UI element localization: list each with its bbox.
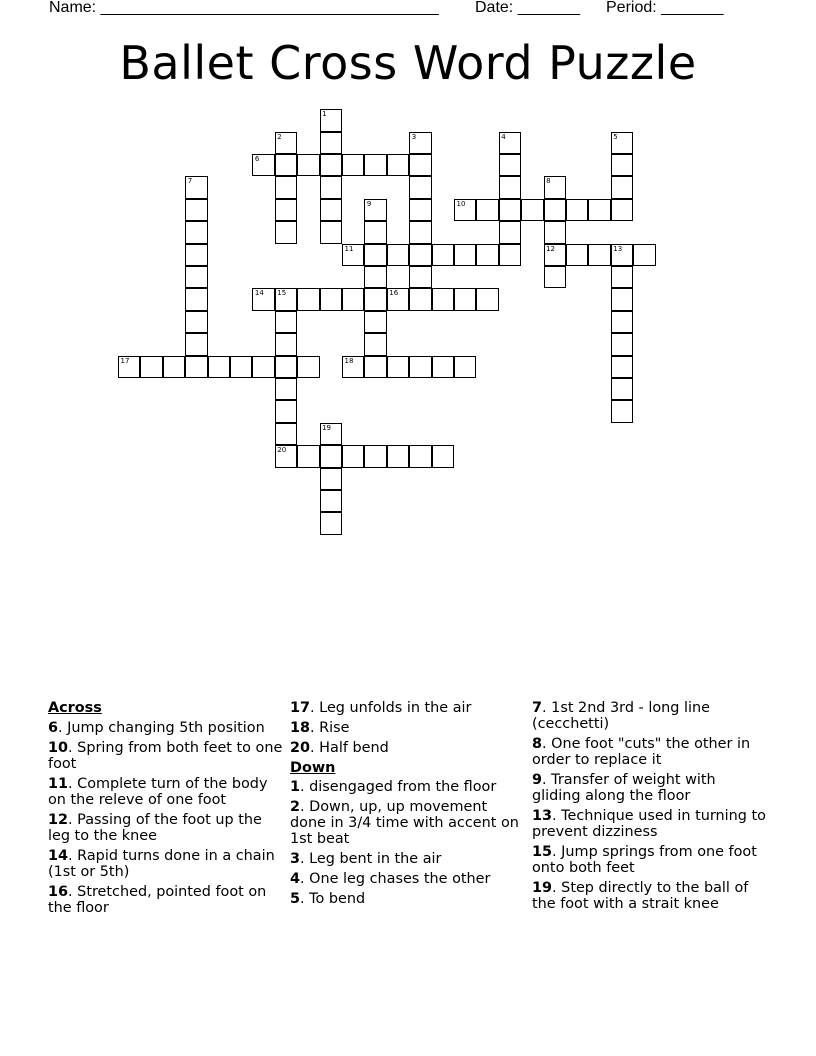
- crossword-cell[interactable]: [320, 132, 342, 154]
- crossword-cell[interactable]: [611, 132, 633, 154]
- crossword-cell[interactable]: [364, 445, 386, 467]
- clues-column-2: [290, 700, 526, 911]
- clue-num: 12: [48, 812, 69, 828]
- crossword-cell[interactable]: [275, 423, 297, 445]
- clue-text: . Spring from both feet to one foot: [48, 740, 283, 772]
- crossword-cell[interactable]: [185, 311, 207, 333]
- crossword-cell[interactable]: [163, 356, 185, 378]
- down-heading: Down: [290, 760, 336, 776]
- across-clue: [48, 740, 284, 772]
- clue-num: 13: [532, 808, 553, 824]
- clues-section: [0, 700, 816, 1000]
- crossword-cell[interactable]: [499, 132, 521, 154]
- crossword-cell[interactable]: [611, 400, 633, 422]
- crossword-cell[interactable]: [409, 445, 431, 467]
- crossword-cell[interactable]: [320, 109, 342, 131]
- clue-num: 10: [48, 740, 69, 756]
- clue-text: . Down, up, up movement done in 3/4 time with accent on 1st beat: [290, 799, 519, 847]
- clue-text: . One foot "cuts" the other in order to replace it: [532, 736, 751, 768]
- crossword-cell[interactable]: [454, 199, 476, 221]
- down-clue: [290, 779, 526, 795]
- clue-num: 2: [290, 799, 301, 815]
- crossword-cell[interactable]: [476, 288, 498, 310]
- crossword-cell[interactable]: [275, 176, 297, 198]
- crossword-cell[interactable]: [275, 154, 297, 176]
- crossword-cell[interactable]: [364, 288, 386, 310]
- crossword-cell[interactable]: [611, 378, 633, 400]
- crossword-cell[interactable]: [454, 288, 476, 310]
- crossword-cell[interactable]: [566, 244, 588, 266]
- across-clue: [48, 848, 284, 880]
- crossword-cell[interactable]: [499, 244, 521, 266]
- crossword-cell[interactable]: [320, 445, 342, 467]
- crossword-cell[interactable]: [275, 378, 297, 400]
- across-clue: [48, 720, 284, 736]
- crossword-cell[interactable]: [297, 445, 319, 467]
- date-field[interactable]: Date: _______: [475, 0, 580, 16]
- crossword-cell[interactable]: [499, 221, 521, 243]
- crossword-cell[interactable]: [476, 199, 498, 221]
- crossword-cell[interactable]: [320, 154, 342, 176]
- crossword-cell[interactable]: [387, 288, 409, 310]
- crossword-cell[interactable]: [409, 132, 431, 154]
- crossword-cell[interactable]: [387, 445, 409, 467]
- crossword-cell[interactable]: [297, 154, 319, 176]
- crossword-cell[interactable]: [409, 266, 431, 288]
- clue-text: . Rise: [310, 720, 350, 736]
- down-clue: [532, 880, 768, 912]
- crossword-cell[interactable]: [297, 288, 319, 310]
- crossword-cell[interactable]: [320, 176, 342, 198]
- crossword-cell[interactable]: [185, 244, 207, 266]
- clue-number: 7: [187, 177, 193, 186]
- clue-number: 10: [456, 199, 466, 208]
- crossword-cell[interactable]: [476, 244, 498, 266]
- clues-column-3: [532, 700, 768, 916]
- crossword-cell[interactable]: [611, 356, 633, 378]
- crossword-cell[interactable]: [521, 199, 543, 221]
- crossword-cell[interactable]: [364, 199, 386, 221]
- crossword-cell[interactable]: [364, 154, 386, 176]
- clue-number: 5: [613, 132, 618, 141]
- down-clue: [290, 891, 526, 907]
- crossword-cell[interactable]: [185, 356, 207, 378]
- clue-num: 5: [290, 891, 301, 907]
- crossword-cell[interactable]: [588, 199, 610, 221]
- across-clue: [290, 740, 526, 756]
- clue-num: 3: [290, 851, 301, 867]
- crossword-cell[interactable]: [320, 490, 342, 512]
- across-clue: [290, 720, 526, 736]
- crossword-cell[interactable]: [275, 333, 297, 355]
- crossword-cell[interactable]: [320, 512, 342, 534]
- crossword-cell[interactable]: [185, 266, 207, 288]
- clue-text: . Jump changing 5th position: [58, 720, 265, 736]
- crossword-cell[interactable]: [432, 356, 454, 378]
- name-field[interactable]: Name: ______________________________________: [49, 0, 439, 16]
- crossword-cell[interactable]: [611, 311, 633, 333]
- crossword-cell[interactable]: [432, 288, 454, 310]
- crossword-cell[interactable]: [320, 288, 342, 310]
- crossword-cell[interactable]: [140, 356, 162, 378]
- crossword-cell[interactable]: [364, 266, 386, 288]
- down-clue: [532, 772, 768, 804]
- clue-text: . Complete turn of the body on the releve of one foot: [48, 776, 268, 808]
- crossword-cell[interactable]: [544, 199, 566, 221]
- crossword-cell[interactable]: [409, 221, 431, 243]
- crossword-cell[interactable]: [320, 468, 342, 490]
- down-clue: [532, 844, 768, 876]
- clue-number: 3: [411, 132, 417, 141]
- crossword-cell[interactable]: [364, 356, 386, 378]
- crossword-cell[interactable]: [588, 244, 610, 266]
- clue-text: . Leg bent in the air: [300, 851, 442, 867]
- clue-number: 20: [277, 446, 287, 455]
- crossword-cell[interactable]: [544, 221, 566, 243]
- crossword-cell[interactable]: [387, 356, 409, 378]
- crossword-cell[interactable]: [544, 244, 566, 266]
- crossword-cell[interactable]: [499, 199, 521, 221]
- clue-text: . Stretched, pointed foot on the floor: [48, 884, 267, 916]
- crossword-cell[interactable]: [320, 199, 342, 221]
- down-clue: [290, 799, 526, 847]
- down-clue: [290, 851, 526, 867]
- crossword-cell[interactable]: [185, 176, 207, 198]
- clue-num: 7: [532, 700, 543, 716]
- clue-number: 15: [277, 289, 287, 298]
- crossword-cell[interactable]: [342, 244, 364, 266]
- across-heading: Across: [48, 700, 102, 716]
- clue-text: . Rapid turns done in a chain (1st or 5th): [48, 848, 275, 880]
- crossword-cell[interactable]: [252, 356, 274, 378]
- crossword-cell[interactable]: [499, 154, 521, 176]
- crossword-cell[interactable]: [275, 199, 297, 221]
- clues-column-1: [48, 700, 284, 920]
- down-clue: [290, 871, 526, 887]
- crossword-cell[interactable]: [409, 244, 431, 266]
- across-clue: [48, 884, 284, 916]
- crossword-cell[interactable]: [544, 176, 566, 198]
- clue-num: 1: [290, 779, 301, 795]
- crossword-cell[interactable]: [409, 154, 431, 176]
- crossword-cell[interactable]: [387, 154, 409, 176]
- crossword-cell[interactable]: [387, 244, 409, 266]
- crossword-cell[interactable]: [185, 333, 207, 355]
- crossword-cell[interactable]: [611, 266, 633, 288]
- crossword-cell[interactable]: [544, 266, 566, 288]
- crossword-cell[interactable]: [432, 445, 454, 467]
- crossword-cell[interactable]: [611, 154, 633, 176]
- crossword-cell[interactable]: [611, 333, 633, 355]
- clue-text: . Technique used in turning to prevent dizziness: [532, 808, 766, 840]
- crossword-cell[interactable]: [252, 288, 274, 310]
- clue-number: 1: [322, 110, 327, 119]
- clue-num: 19: [532, 880, 553, 896]
- crossword-cell[interactable]: [320, 221, 342, 243]
- crossword-cell[interactable]: [566, 199, 588, 221]
- clue-number: 2: [277, 132, 282, 141]
- clue-number: 13: [613, 244, 623, 253]
- crossword-cell[interactable]: [118, 356, 140, 378]
- clue-number: 9: [366, 199, 372, 208]
- crossword-cell[interactable]: [454, 356, 476, 378]
- crossword-cell[interactable]: [185, 199, 207, 221]
- clue-number: 6: [254, 155, 260, 163]
- crossword-cell[interactable]: [275, 132, 297, 154]
- crossword-cell[interactable]: [275, 445, 297, 467]
- crossword-cell[interactable]: [230, 356, 252, 378]
- crossword-cell[interactable]: [185, 288, 207, 310]
- crossword-cell[interactable]: [499, 176, 521, 198]
- clue-text: . One leg chases the other: [300, 871, 491, 887]
- crossword-cell[interactable]: [252, 154, 274, 176]
- crossword-cell[interactable]: [342, 288, 364, 310]
- crossword-cell[interactable]: [275, 356, 297, 378]
- crossword-cell[interactable]: [275, 288, 297, 310]
- clue-num: 14: [48, 848, 69, 864]
- crossword-cell[interactable]: [409, 288, 431, 310]
- clue-text: . To bend: [300, 891, 366, 907]
- crossword-cell[interactable]: [185, 221, 207, 243]
- crossword-cell[interactable]: [342, 445, 364, 467]
- crossword-cell[interactable]: [275, 311, 297, 333]
- down-clue: [532, 700, 768, 732]
- crossword-cell[interactable]: [409, 356, 431, 378]
- crossword-cell[interactable]: [409, 199, 431, 221]
- clue-num: 16: [48, 884, 69, 900]
- crossword-cell[interactable]: [611, 199, 633, 221]
- clue-number: 12: [546, 244, 556, 253]
- page-title: Ballet Cross Word Puzzle: [119, 36, 697, 90]
- clue-num: 4: [290, 871, 301, 887]
- clue-number: 11: [344, 244, 354, 253]
- crossword-cell[interactable]: [275, 400, 297, 422]
- clue-text: . Half bend: [310, 740, 389, 756]
- period-field[interactable]: Period: _______: [606, 0, 724, 16]
- crossword-cell[interactable]: [208, 356, 230, 378]
- down-clue: [532, 736, 768, 768]
- clue-num: 11: [48, 776, 69, 792]
- crossword-cell[interactable]: [364, 333, 386, 355]
- crossword-cell[interactable]: [611, 244, 633, 266]
- clue-number: 18: [344, 356, 354, 365]
- crossword-cell[interactable]: [432, 244, 454, 266]
- crossword-cell[interactable]: [364, 311, 386, 333]
- clue-num: 6: [48, 720, 59, 736]
- clue-number: 14: [254, 289, 264, 298]
- crossword-cell[interactable]: [320, 423, 342, 445]
- crossword-cell[interactable]: [409, 176, 431, 198]
- clue-text: . 1st 2nd 3rd - long line (cecchetti): [532, 700, 710, 732]
- clue-num: 20: [290, 740, 311, 756]
- clue-number: 17: [120, 356, 130, 365]
- clue-number: 8: [546, 177, 551, 186]
- across-clue: [48, 776, 284, 808]
- crossword-cell[interactable]: [611, 288, 633, 310]
- across-clue: [48, 812, 284, 844]
- clue-text: . Step directly to the ball of the foot with a strait knee: [532, 880, 749, 912]
- crossword-cell[interactable]: [633, 244, 655, 266]
- clue-num: 15: [532, 844, 553, 860]
- clue-text: . Passing of the foot up the leg to the knee: [48, 812, 262, 844]
- clue-number: 16: [389, 289, 399, 298]
- across-clue: [290, 700, 526, 716]
- crossword-cell[interactable]: [342, 154, 364, 176]
- down-clue: [532, 808, 768, 840]
- crossword-cell[interactable]: [342, 356, 364, 378]
- crossword-cell[interactable]: [611, 176, 633, 198]
- clue-text: . Jump springs from one foot onto both feet: [532, 844, 757, 876]
- clue-num: 9: [532, 772, 543, 788]
- clue-text: . disengaged from the floor: [300, 779, 497, 795]
- clue-number: 19: [322, 423, 332, 432]
- clue-text: . Leg unfolds in the air: [310, 700, 472, 716]
- crossword-cell[interactable]: [275, 221, 297, 243]
- crossword-cell[interactable]: [454, 244, 476, 266]
- clue-num: 18: [290, 720, 311, 736]
- crossword-cell[interactable]: [364, 221, 386, 243]
- clue-num: 8: [532, 736, 543, 752]
- crossword-cell[interactable]: [297, 356, 319, 378]
- crossword-cell[interactable]: [364, 244, 386, 266]
- clue-text: . Transfer of weight with gliding along the floor: [532, 772, 716, 804]
- clue-num: 17: [290, 700, 311, 716]
- clue-number: 4: [501, 132, 506, 141]
